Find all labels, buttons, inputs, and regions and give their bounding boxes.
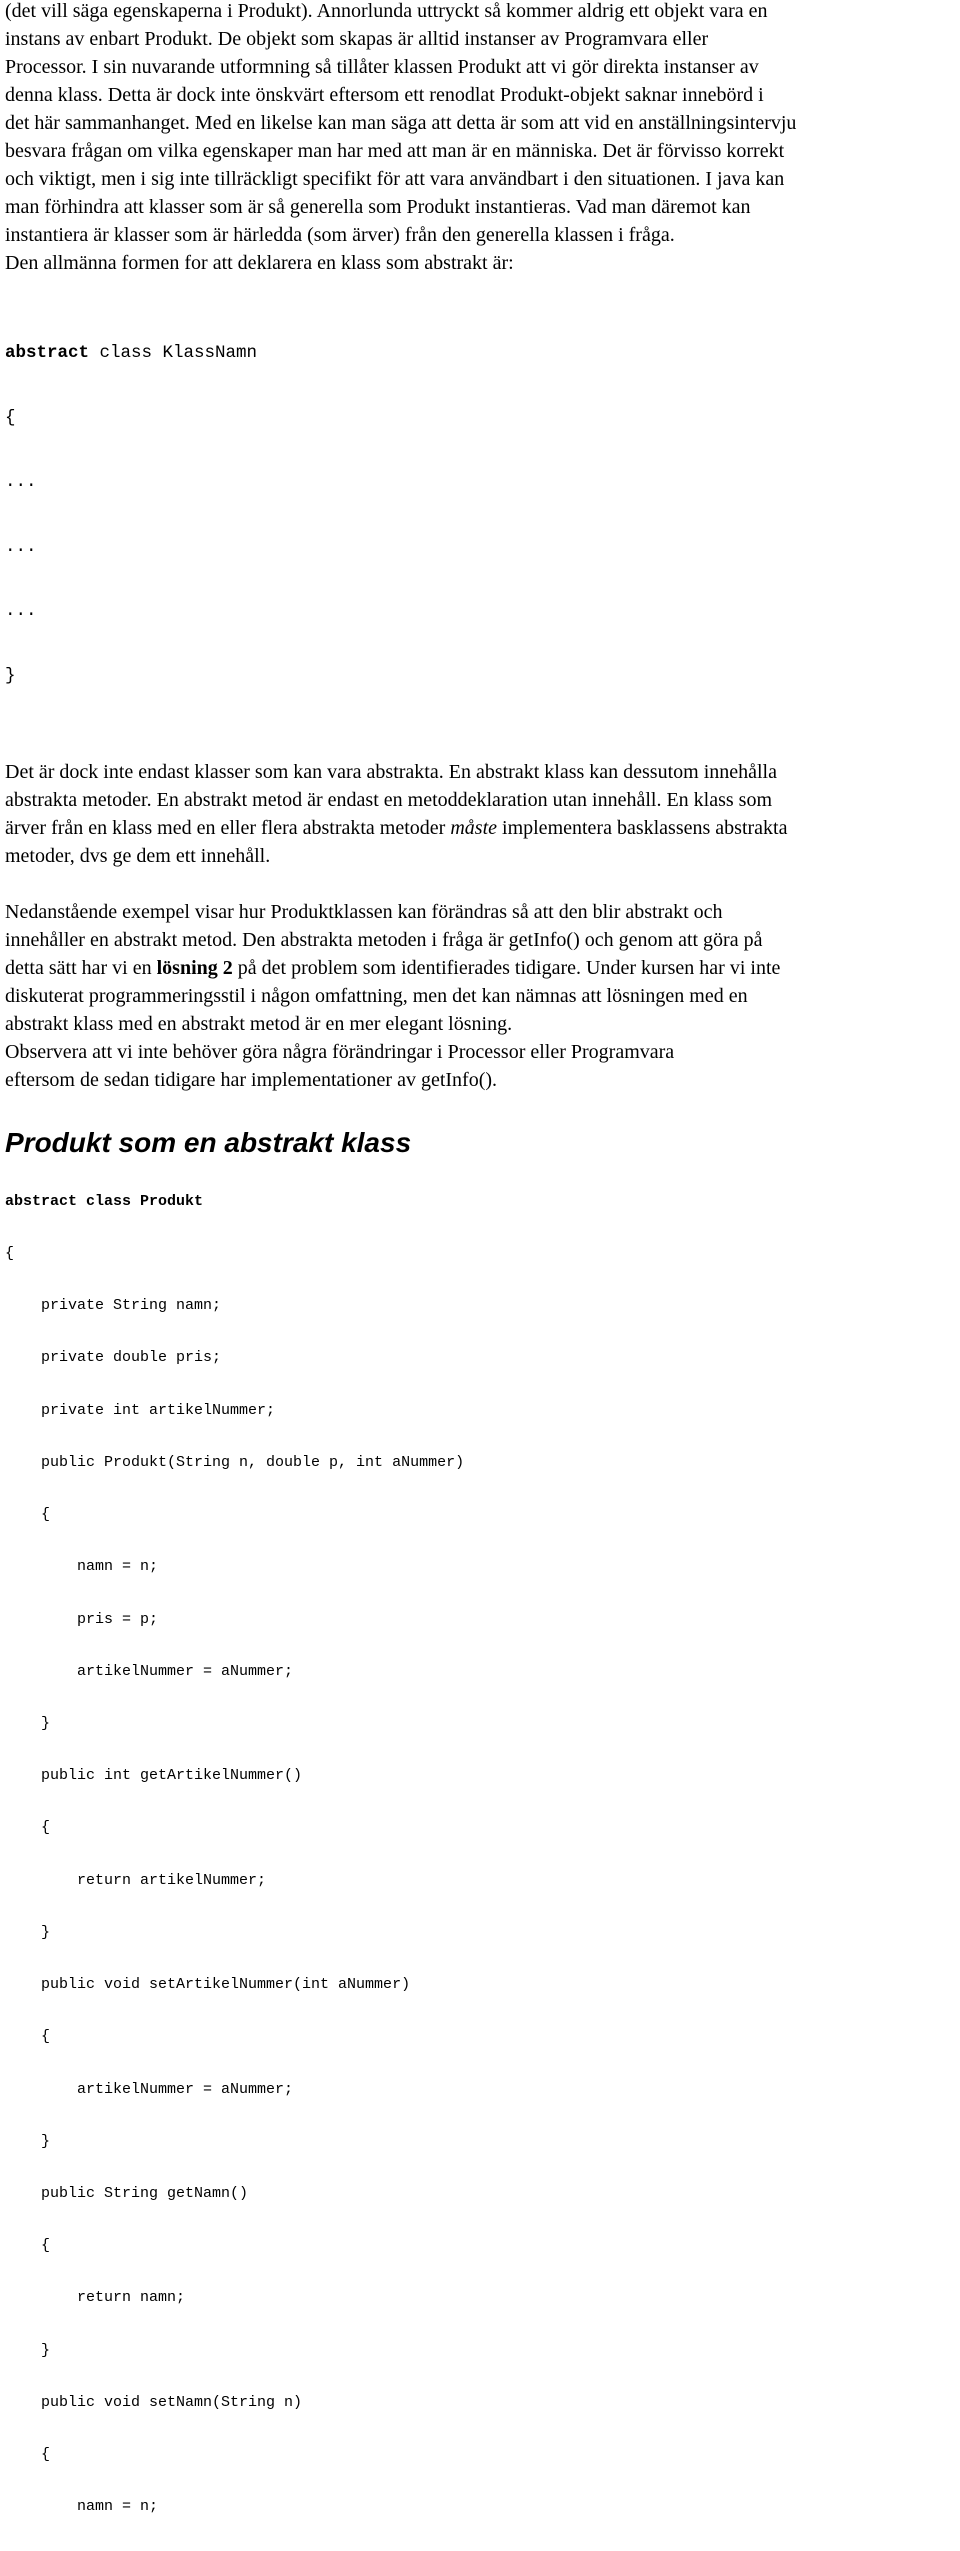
code-line: ... [5, 601, 37, 621]
code-declaration: class KlassNamn [89, 343, 258, 363]
code-class-header: abstract class Produkt [5, 1192, 204, 1210]
document-page [5, 0, 957, 2551]
code-line: { [5, 1819, 51, 1837]
text-line: det här sammanhanget. Med en likelse kan man säga att detta är som att vid en anställningsintervju [5, 112, 797, 134]
text-line: (det vill säga egenskaperna i Produkt). Annorlunda uttryckt så kommer aldrig ett objekt vara en [5, 0, 768, 22]
text-line: och viktigt, men i sig inte tillräckligt specifikt för att vara användbart i den situationen. I java kan [5, 168, 785, 190]
code-line: ... [5, 472, 37, 492]
code-line: return artikelNummer; [5, 1871, 267, 1889]
code-line: public void setArtikelNummer(int aNummer) [5, 1976, 411, 1994]
code-line: { [5, 2237, 51, 2255]
intro-paragraph [5, 0, 957, 277]
text-line: eftersom de sedan tidigare har implementationer av getInfo(). [5, 1069, 498, 1091]
code-line: } [5, 1923, 51, 1941]
code-line: pris = p; [5, 1610, 159, 1628]
code-keyword: abstract [5, 343, 90, 363]
example-paragraph [5, 898, 957, 1094]
produkt-class-code [5, 1158, 957, 2551]
text-span: på det problem som identifierades tidigare. Under kursen har vi inte [232, 957, 781, 979]
emphasis-text: måste [450, 817, 498, 839]
text-line: denna klass. Detta är dock inte önskvärt eftersom ett renodlat Produkt-objekt saknar innebörd i [5, 84, 764, 106]
code-line: } [5, 665, 16, 686]
text-line: metoder, dvs ge dem ett innehåll. [5, 845, 271, 867]
code-line: artikelNummer = aNummer; [5, 2080, 294, 2098]
text-span: ärver från en klass med en eller flera abstrakta metoder [5, 817, 451, 839]
code-line: namn = n; [5, 2498, 159, 2516]
text-line: man förhindra att klasser som är så generella som Produkt instantieras. Vad man däremot kan [5, 196, 751, 218]
code-line: { [5, 1245, 15, 1263]
code-line: { [5, 2028, 51, 2046]
bold-text: lösning 2 [156, 957, 233, 979]
code-line: } [5, 2132, 51, 2150]
text-line: instans av enbart Produkt. De objekt som skapas är alltid instanser av Programvara eller [5, 28, 709, 50]
code-line: } [5, 1715, 51, 1732]
code-line: artikelNummer = aNummer; [5, 1662, 294, 1680]
code-line: { [5, 1506, 51, 1524]
code-line: public String getNamn() [5, 2184, 249, 2202]
abstract-syntax-code [5, 300, 957, 730]
code-line: { [5, 2446, 51, 2464]
text-span: detta sätt har vi en [5, 957, 157, 979]
text-line: innehåller en abstrakt metod. Den abstrakta metoden i fråga är getInfo() och genom att göra på [5, 929, 763, 951]
text-line: instantiera är klasser som är härledda (som ärver) från den generella klassen i fråga. [5, 224, 675, 246]
text-span: implementera basklassens abstrakta [497, 817, 788, 839]
code-line: public void setNamn(String n) [5, 2393, 303, 2411]
code-line: namn = n; [5, 1558, 159, 1576]
text-line: besvara frågan om vilka egenskaper man har med att man är en människa. Det är förvisso korrekt [5, 140, 785, 162]
section-heading: Produkt som en abstrakt klass [5, 1127, 412, 1158]
text-line: Den allmänna formen for att deklarera en klass som abstrakt är: [5, 252, 514, 274]
code-line: public int getArtikelNummer() [5, 1767, 303, 1785]
code-line [5, 343, 957, 365]
text-line [5, 954, 957, 982]
text-line: abstrakta metoder. En abstrakt metod är endast en metoddeklaration utan innehåll. En klass som [5, 789, 773, 811]
code-line: private int artikelNummer; [5, 1401, 276, 1419]
code-line: public Produkt(String n, double p, int aNummer) [5, 1453, 465, 1471]
abstract-methods-paragraph [5, 758, 957, 870]
code-line: } [5, 2341, 51, 2359]
code-line: return namn; [5, 2289, 186, 2307]
text-line: Det är dock inte endast klasser som kan vara abstrakta. En abstrakt klass kan dessutom innehålla [5, 761, 777, 783]
text-line [5, 814, 957, 842]
text-line: abstrakt klass med en abstrakt metod är en mer elegant lösning. [5, 1013, 513, 1035]
code-line: private double pris; [5, 1349, 222, 1367]
text-line: Nedanstående exempel visar hur Produktklassen kan förändras så att den blir abstrakt och [5, 901, 723, 923]
text-line: Processor. I sin nuvarande utformning så tillåter klassen Produkt att vi gör direkta instanser av [5, 56, 759, 78]
text-line: Observera att vi inte behöver göra några förändringar i Processor eller Programvara [5, 1041, 675, 1063]
code-line: private String namn; [5, 1297, 222, 1315]
code-line: ... [5, 536, 37, 557]
text-line: diskuterat programmeringsstil i någon omfattning, men det kan nämnas att lösningen med en [5, 985, 748, 1007]
code-line: { [5, 407, 16, 428]
